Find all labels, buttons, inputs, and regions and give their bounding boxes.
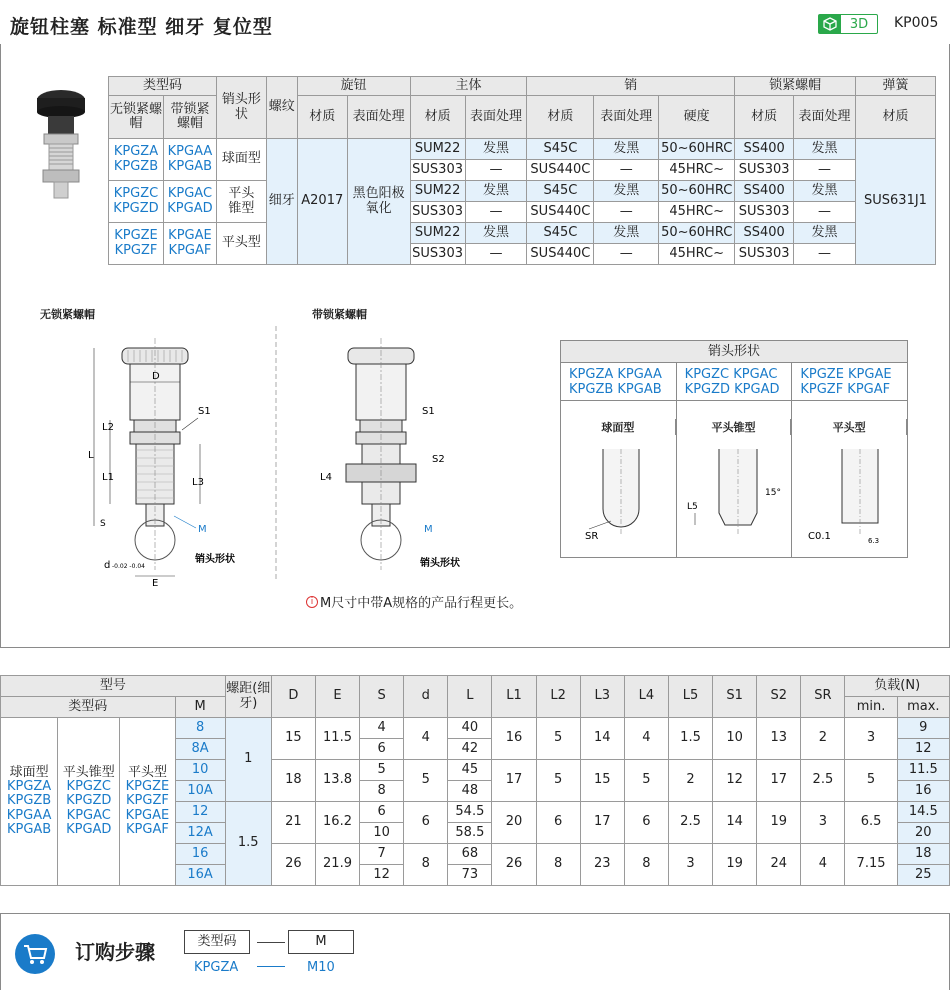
dim-cell: 16.2 <box>315 802 359 844</box>
dim-cell: 13 <box>757 718 801 760</box>
cell: 50~60HRC <box>659 139 735 160</box>
h-col: D <box>271 676 315 718</box>
dim-cell: 15 <box>271 718 315 760</box>
load-max: 25 <box>897 865 949 886</box>
h-pin-hard: 硬度 <box>659 96 735 139</box>
h-body-surf: 表面处理 <box>465 96 527 139</box>
cell: SUM22 <box>410 181 465 202</box>
dim-cell: 19 <box>757 802 801 844</box>
h-typecode: 类型码 <box>109 77 217 96</box>
dim-cell: 15 <box>580 760 624 802</box>
dim-cell: 3 <box>668 844 712 886</box>
cell: SUS440C <box>527 244 594 265</box>
dim-L4: L4 <box>320 472 332 483</box>
h-col: L4 <box>624 676 668 718</box>
cell: — <box>794 244 856 265</box>
dim-cell: 8 <box>624 844 668 886</box>
h-col: L5 <box>668 676 712 718</box>
dim-cell: 2.5 <box>801 760 845 802</box>
dim-S1: S1 <box>198 406 211 417</box>
dim-cell: 5 <box>624 760 668 802</box>
order-line1 <box>257 942 285 943</box>
dim-cell: 21 <box>271 802 315 844</box>
h-col: E <box>315 676 359 718</box>
shape-cone: 平头锥型 L5 15° <box>677 401 793 557</box>
load-max: 12 <box>897 739 949 760</box>
dim-cell: 8 <box>404 844 448 886</box>
shape-flat: 平头型 C0.1 6.3 <box>792 401 907 557</box>
pin-shape-table <box>560 340 908 558</box>
load-min: 6.5 <box>845 802 897 844</box>
dim-cell: 17 <box>492 760 536 802</box>
spec-shape: 平头锥型 <box>216 181 266 223</box>
cell: 发黑 <box>594 223 659 244</box>
cell: SUS440C <box>527 202 594 223</box>
dim-D: D <box>152 371 160 382</box>
pitch-cell: 1 <box>225 718 271 802</box>
product-code: KP005 <box>894 15 939 31</box>
h-col: L1 <box>492 676 536 718</box>
spec-knob-surf: 黑色阳极氧化 <box>347 139 410 265</box>
drawing-left-title: 无锁紧螺帽 <box>40 308 95 321</box>
cell: SUS303 <box>410 202 465 223</box>
dim-cell: 19 <box>713 844 757 886</box>
h-pin-mat: 材质 <box>527 96 594 139</box>
load-min: 3 <box>845 718 897 760</box>
dim-cell: 26 <box>492 844 536 886</box>
cube-icon <box>819 15 841 33</box>
dim-cell: 5 <box>360 760 404 781</box>
h-pitch: 螺距(细牙) <box>225 676 271 718</box>
dim-cell: 5 <box>536 718 580 760</box>
cell: SUS303 <box>410 160 465 181</box>
h-nut: 锁紧螺帽 <box>735 77 856 96</box>
spec-lock-codes: KPGAA KPGAB <box>163 139 216 181</box>
h-col: SR <box>801 676 845 718</box>
label-sr: SR <box>585 531 599 542</box>
cell: SUS303 <box>410 244 465 265</box>
h-M: M <box>175 697 225 718</box>
cell: SUM22 <box>410 223 465 244</box>
cell: SUS440C <box>527 160 594 181</box>
dim-cell: 7 <box>360 844 404 865</box>
spec-nolock-codes: KPGZC KPGZD <box>109 181 164 223</box>
dim-cell: 6 <box>536 802 580 844</box>
h-body-mat: 材质 <box>410 96 465 139</box>
shape-codes-flat: KPGZE KPGAE KPGZF KPGAF <box>800 367 892 397</box>
cell: 发黑 <box>794 139 856 160</box>
dim-d-tol: -0.02 -0.04 <box>112 563 145 570</box>
pin-shape-label-r: 销头形状 <box>420 558 460 569</box>
cell: 发黑 <box>594 181 659 202</box>
dim-cell: 17 <box>580 802 624 844</box>
cell: 发黑 <box>794 223 856 244</box>
cell: S45C <box>527 181 594 202</box>
dim-S2: S2 <box>432 454 445 465</box>
drawing-no-nut <box>70 330 270 595</box>
h-col: L2 <box>536 676 580 718</box>
spec-table <box>108 76 936 265</box>
dim-cell: 26 <box>271 844 315 886</box>
dim-L2: L2 <box>102 422 114 433</box>
h-col: S <box>360 676 404 718</box>
dim-cell: 18 <box>271 760 315 802</box>
dim-cell: 5 <box>404 760 448 802</box>
dim-L1: L1 <box>102 472 114 483</box>
m-cell: 12A <box>175 823 225 844</box>
dim-cell: 8 <box>360 781 404 802</box>
order-v1: KPGZA <box>194 960 239 975</box>
m-cell: 16A <box>175 865 225 886</box>
cell: S45C <box>527 223 594 244</box>
cell: SS400 <box>735 223 794 244</box>
m-cell: 16 <box>175 844 225 865</box>
m-cell: 8 <box>175 718 225 739</box>
3d-badge[interactable] <box>818 14 878 34</box>
order-h2: M <box>288 930 354 954</box>
type-col: 球面型 KPGZA KPGZB KPGAA KPGAB <box>1 718 58 886</box>
cell: S45C <box>527 139 594 160</box>
h-min: min. <box>845 697 897 718</box>
dim-cell: 58.5 <box>448 823 492 844</box>
pitch-cell: 1.5 <box>225 802 271 886</box>
3d-label: 3D <box>849 16 869 32</box>
order-line2 <box>257 966 285 967</box>
spec-spring-mat: SUS631J1 <box>855 139 935 265</box>
spec-shape: 平头型 <box>216 223 266 265</box>
dim-cell: 14 <box>713 802 757 844</box>
dim-cell: 4 <box>360 718 404 739</box>
dim-cell: 10 <box>360 823 404 844</box>
order-section <box>0 913 950 990</box>
product-photo <box>26 84 96 206</box>
dim-S1-r: S1 <box>422 406 435 417</box>
h-max: max. <box>897 697 949 718</box>
h-spring: 弹簧 <box>855 77 935 96</box>
dim-cell: 14 <box>580 718 624 760</box>
spec-shape: 球面型 <box>216 139 266 181</box>
cell: — <box>465 202 527 223</box>
spec-lock-codes: KPGAC KPGAD <box>163 181 216 223</box>
dim-cell: 6 <box>404 802 448 844</box>
dim-M-r: M <box>424 524 433 535</box>
cell: SUS303 <box>735 202 794 223</box>
spec-knob-mat: A2017 <box>297 139 347 265</box>
label-c01: C0.1 <box>808 531 832 542</box>
h-pinshape: 销头形状 <box>216 77 266 139</box>
info-icon: i <box>306 596 318 608</box>
note: i M尺寸中带A规格的产品行程更长。 <box>306 592 522 611</box>
h-knob: 旋钮 <box>297 77 410 96</box>
h-load: 负载(N) <box>845 676 950 697</box>
dim-cell: 73 <box>448 865 492 886</box>
m-cell: 12 <box>175 802 225 823</box>
drawing-divider <box>275 326 277 581</box>
cell: 发黑 <box>465 139 527 160</box>
dim-E: E <box>152 578 159 589</box>
dim-cell: 68 <box>448 844 492 865</box>
dim-cell: 12 <box>713 760 757 802</box>
h-pin-surf: 表面处理 <box>594 96 659 139</box>
load-max: 11.5 <box>897 760 949 781</box>
dim-d: d <box>104 560 111 571</box>
drawing-right-title: 带锁紧螺帽 <box>312 308 367 321</box>
h-lock: 带锁紧螺帽 <box>163 96 216 139</box>
dim-cell: 10 <box>713 718 757 760</box>
shape-codes-ball: KPGZA KPGAA KPGZB KPGAB <box>561 363 677 400</box>
dim-S: S <box>100 519 106 529</box>
dim-cell: 48 <box>448 781 492 802</box>
dim-cell: 11.5 <box>315 718 359 760</box>
dim-cell: 54.5 <box>448 802 492 823</box>
h-typecode2: 类型码 <box>1 697 176 718</box>
label-deg: 15° <box>764 488 781 498</box>
dim-cell: 3 <box>801 802 845 844</box>
dim-cell: 1.5 <box>668 718 712 760</box>
load-max: 9 <box>897 718 949 739</box>
label-rough: 6.3 <box>868 537 880 545</box>
dim-cell: 20 <box>492 802 536 844</box>
cell: 发黑 <box>465 223 527 244</box>
dim-cell: 16 <box>492 718 536 760</box>
h-nut-mat: 材质 <box>735 96 794 139</box>
h-knob-surf: 表面处理 <box>347 96 410 139</box>
spec-lock-codes: KPGAE KPGAF <box>163 223 216 265</box>
load-min: 7.15 <box>845 844 897 886</box>
spec-nolock-codes: KPGZE KPGZF <box>109 223 164 265</box>
spec-nolock-codes: KPGZA KPGZB <box>109 139 164 181</box>
cell: 45HRC~ <box>659 202 735 223</box>
cell: — <box>594 202 659 223</box>
cell: SS400 <box>735 181 794 202</box>
cell: — <box>465 244 527 265</box>
dim-cell: 6 <box>624 802 668 844</box>
h-body: 主体 <box>410 77 527 96</box>
label-l5: L5 <box>686 502 698 512</box>
dim-cell: 40 <box>448 718 492 739</box>
cell: 45HRC~ <box>659 244 735 265</box>
cell: 发黑 <box>465 181 527 202</box>
h-thread: 螺纹 <box>266 77 297 139</box>
dim-cell: 2 <box>668 760 712 802</box>
type-col: 平头型 KPGZE KPGZF KPGAE KPGAF <box>120 718 175 886</box>
h-col: L <box>448 676 492 718</box>
shape-codes-cone: KPGZC KPGAC KPGZD KPGAD <box>677 363 793 400</box>
dim-M: M <box>198 524 207 535</box>
dim-cell: 2 <box>801 718 845 760</box>
dims-table <box>0 675 950 886</box>
cell: — <box>594 160 659 181</box>
dim-cell: 5 <box>536 760 580 802</box>
cell: SS400 <box>735 139 794 160</box>
load-max: 18 <box>897 844 949 865</box>
cell: — <box>465 160 527 181</box>
order-title: 订购步骤 <box>75 940 155 964</box>
dim-cell: 4 <box>404 718 448 760</box>
dim-cell: 4 <box>624 718 668 760</box>
cell: — <box>594 244 659 265</box>
dim-cell: 21.9 <box>315 844 359 886</box>
dim-cell: 23 <box>580 844 624 886</box>
h-model: 型号 <box>1 676 226 697</box>
pin-shape-title: 销头形状 <box>561 341 907 363</box>
h-knob-mat: 材质 <box>297 96 347 139</box>
cell: 50~60HRC <box>659 223 735 244</box>
dim-cell: 4 <box>801 844 845 886</box>
load-min: 5 <box>845 760 897 802</box>
h-col: S1 <box>713 676 757 718</box>
h-col: S2 <box>757 676 801 718</box>
cell: 发黑 <box>594 139 659 160</box>
cell: SUM22 <box>410 139 465 160</box>
h-nut-surf: 表面处理 <box>794 96 856 139</box>
m-cell: 8A <box>175 739 225 760</box>
m-cell: 10A <box>175 781 225 802</box>
cart-icon <box>15 934 55 974</box>
cell: 45HRC~ <box>659 160 735 181</box>
cell: SUS303 <box>735 244 794 265</box>
dim-L: L <box>88 450 94 461</box>
dim-cell: 6 <box>360 802 404 823</box>
load-max: 16 <box>897 781 949 802</box>
dim-cell: 12 <box>360 865 404 886</box>
dim-cell: 24 <box>757 844 801 886</box>
h-pin: 销 <box>527 77 735 96</box>
dim-cell: 8 <box>536 844 580 886</box>
drawing-with-nut <box>300 330 500 590</box>
h-col: d <box>404 676 448 718</box>
load-max: 14.5 <box>897 802 949 823</box>
cell: 发黑 <box>794 181 856 202</box>
page-title: 旋钮柱塞 标准型 细牙 复位型 <box>10 16 273 38</box>
dim-L3: L3 <box>192 477 204 488</box>
h-spring-mat: 材质 <box>855 96 935 139</box>
dim-cell: 2.5 <box>668 802 712 844</box>
cell: — <box>794 160 856 181</box>
spec-thread: 细牙 <box>266 139 297 265</box>
type-col: 平头锥型 KPGZC KPGZD KPGAC KPGAD <box>58 718 120 886</box>
shape-ball: 球面型 SR <box>561 401 677 557</box>
dim-cell: 17 <box>757 760 801 802</box>
dim-cell: 45 <box>448 760 492 781</box>
h-col: L3 <box>580 676 624 718</box>
cell: 50~60HRC <box>659 181 735 202</box>
dim-cell: 42 <box>448 739 492 760</box>
dim-cell: 13.8 <box>315 760 359 802</box>
order-h1: 类型码 <box>184 930 250 954</box>
dim-cell: 6 <box>360 739 404 760</box>
pin-shape-label: 销头形状 <box>195 554 235 565</box>
h-nolock: 无锁紧螺帽 <box>109 96 164 139</box>
m-cell: 10 <box>175 760 225 781</box>
cell: SUS303 <box>735 160 794 181</box>
load-max: 20 <box>897 823 949 844</box>
cell: — <box>794 202 856 223</box>
order-v2: M10 <box>307 960 335 975</box>
